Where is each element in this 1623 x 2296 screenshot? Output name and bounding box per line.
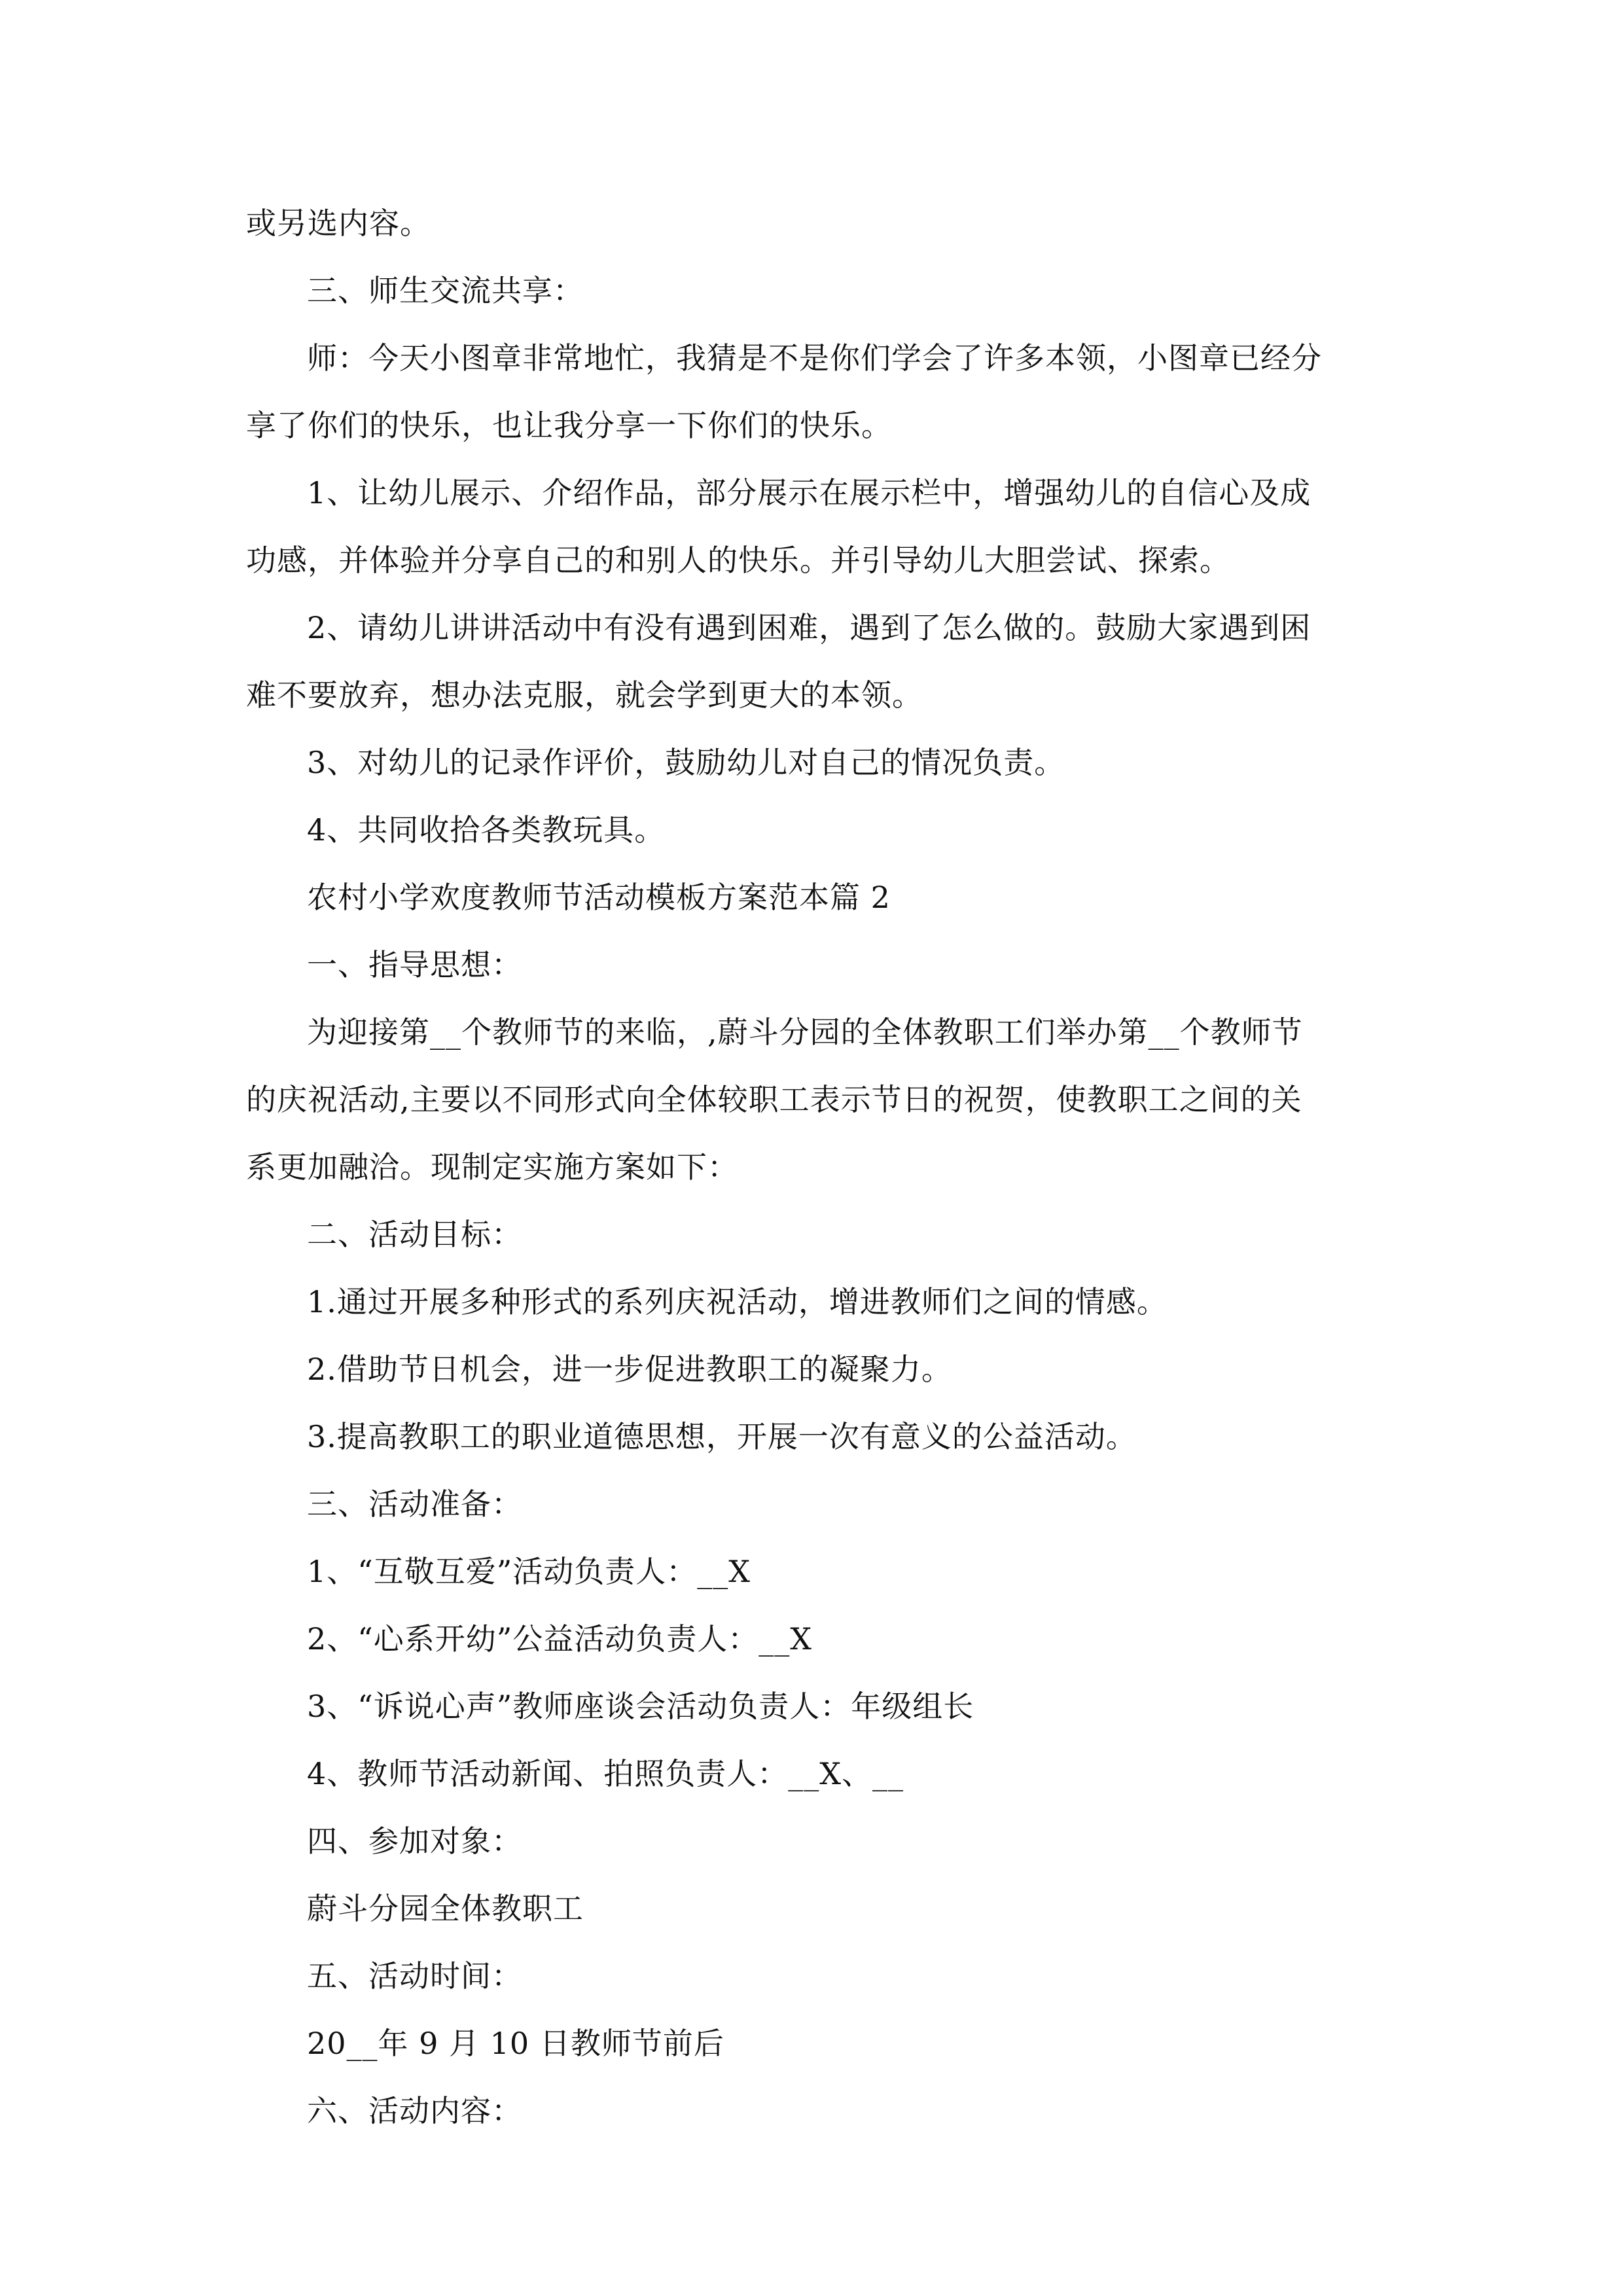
list-item: 3.提高教职工的职业道德思想，开展一次有意义的公益活动。 [307, 1419, 1137, 1454]
list-item: 2、请幼儿讲讲活动中有没有遇到困难，遇到了怎么做的。鼓励大家遇到困 [307, 610, 1311, 645]
section-heading: 三、活动准备： [307, 1486, 522, 1522]
text-line: 师：今天小图章非常地忙，我猜是不是你们学会了许多本领，小图章已经分 [307, 340, 1322, 376]
text-line: 为迎接第__个教师节的来临，,蔚斗分园的全体教职工们举办第__个教师节 [307, 1014, 1303, 1050]
section-heading: 四、参加对象： [307, 1823, 522, 1859]
section-heading: 五、活动时间： [307, 1958, 522, 1994]
text-line: 难不要放弃，想办法克服，就会学到更大的本领。 [246, 677, 923, 713]
list-item: 3、“诉说心声”教师座谈会活动负责人：年级组长 [307, 1689, 974, 1724]
article-title: 农村小学欢度教师节活动模板方案范本篇 2 [307, 880, 891, 915]
list-item: 1、让幼儿展示、介绍作品，部分展示在展示栏中，增强幼儿的自信心及成 [307, 475, 1311, 511]
list-item: 4、教师节活动新闻、拍照负责人：__X、__ [307, 1756, 904, 1791]
section-heading: 六、活动内容： [307, 2093, 522, 2128]
text-line: 蔚斗分园全体教职工 [307, 1891, 584, 1926]
section-heading: 三、师生交流共享： [307, 273, 584, 308]
section-heading: 一、指导思想： [307, 947, 522, 982]
list-item: 4、共同收拾各类教玩具。 [307, 812, 666, 848]
text-line: 享了你们的快乐，也让我分享一下你们的快乐。 [246, 408, 892, 443]
text-line: 的庆祝活动,主要以不同形式向全体较职工表示节日的祝贺，使教职工之间的关 [246, 1082, 1302, 1117]
text-line: 系更加融洽。现制定实施方案如下： [246, 1149, 738, 1185]
list-item: 1、“互敬互爱”活动负责人：__X [307, 1554, 751, 1589]
document-body [246, 190, 1385, 2145]
list-item: 1.通过开展多种形式的系列庆祝活动，增进教师们之间的情感。 [307, 1284, 1168, 1319]
list-item: 3、对幼儿的记录作评价，鼓励幼儿对自己的情况负责。 [307, 745, 1065, 780]
text-line: 或另选内容。 [246, 206, 431, 241]
list-item: 2.借助节日机会，进一步促进教职工的凝聚力。 [307, 1352, 952, 1387]
text-line: 20__年 9 月 10 日教师节前后 [307, 2026, 724, 2061]
section-heading: 二、活动目标： [307, 1217, 522, 1252]
text-line: 功感，并体验并分享自己的和别人的快乐。并引导幼儿大胆尝试、探索。 [246, 543, 1230, 578]
list-item: 2、“心系开幼”公益活动负责人：__X [307, 1621, 813, 1657]
